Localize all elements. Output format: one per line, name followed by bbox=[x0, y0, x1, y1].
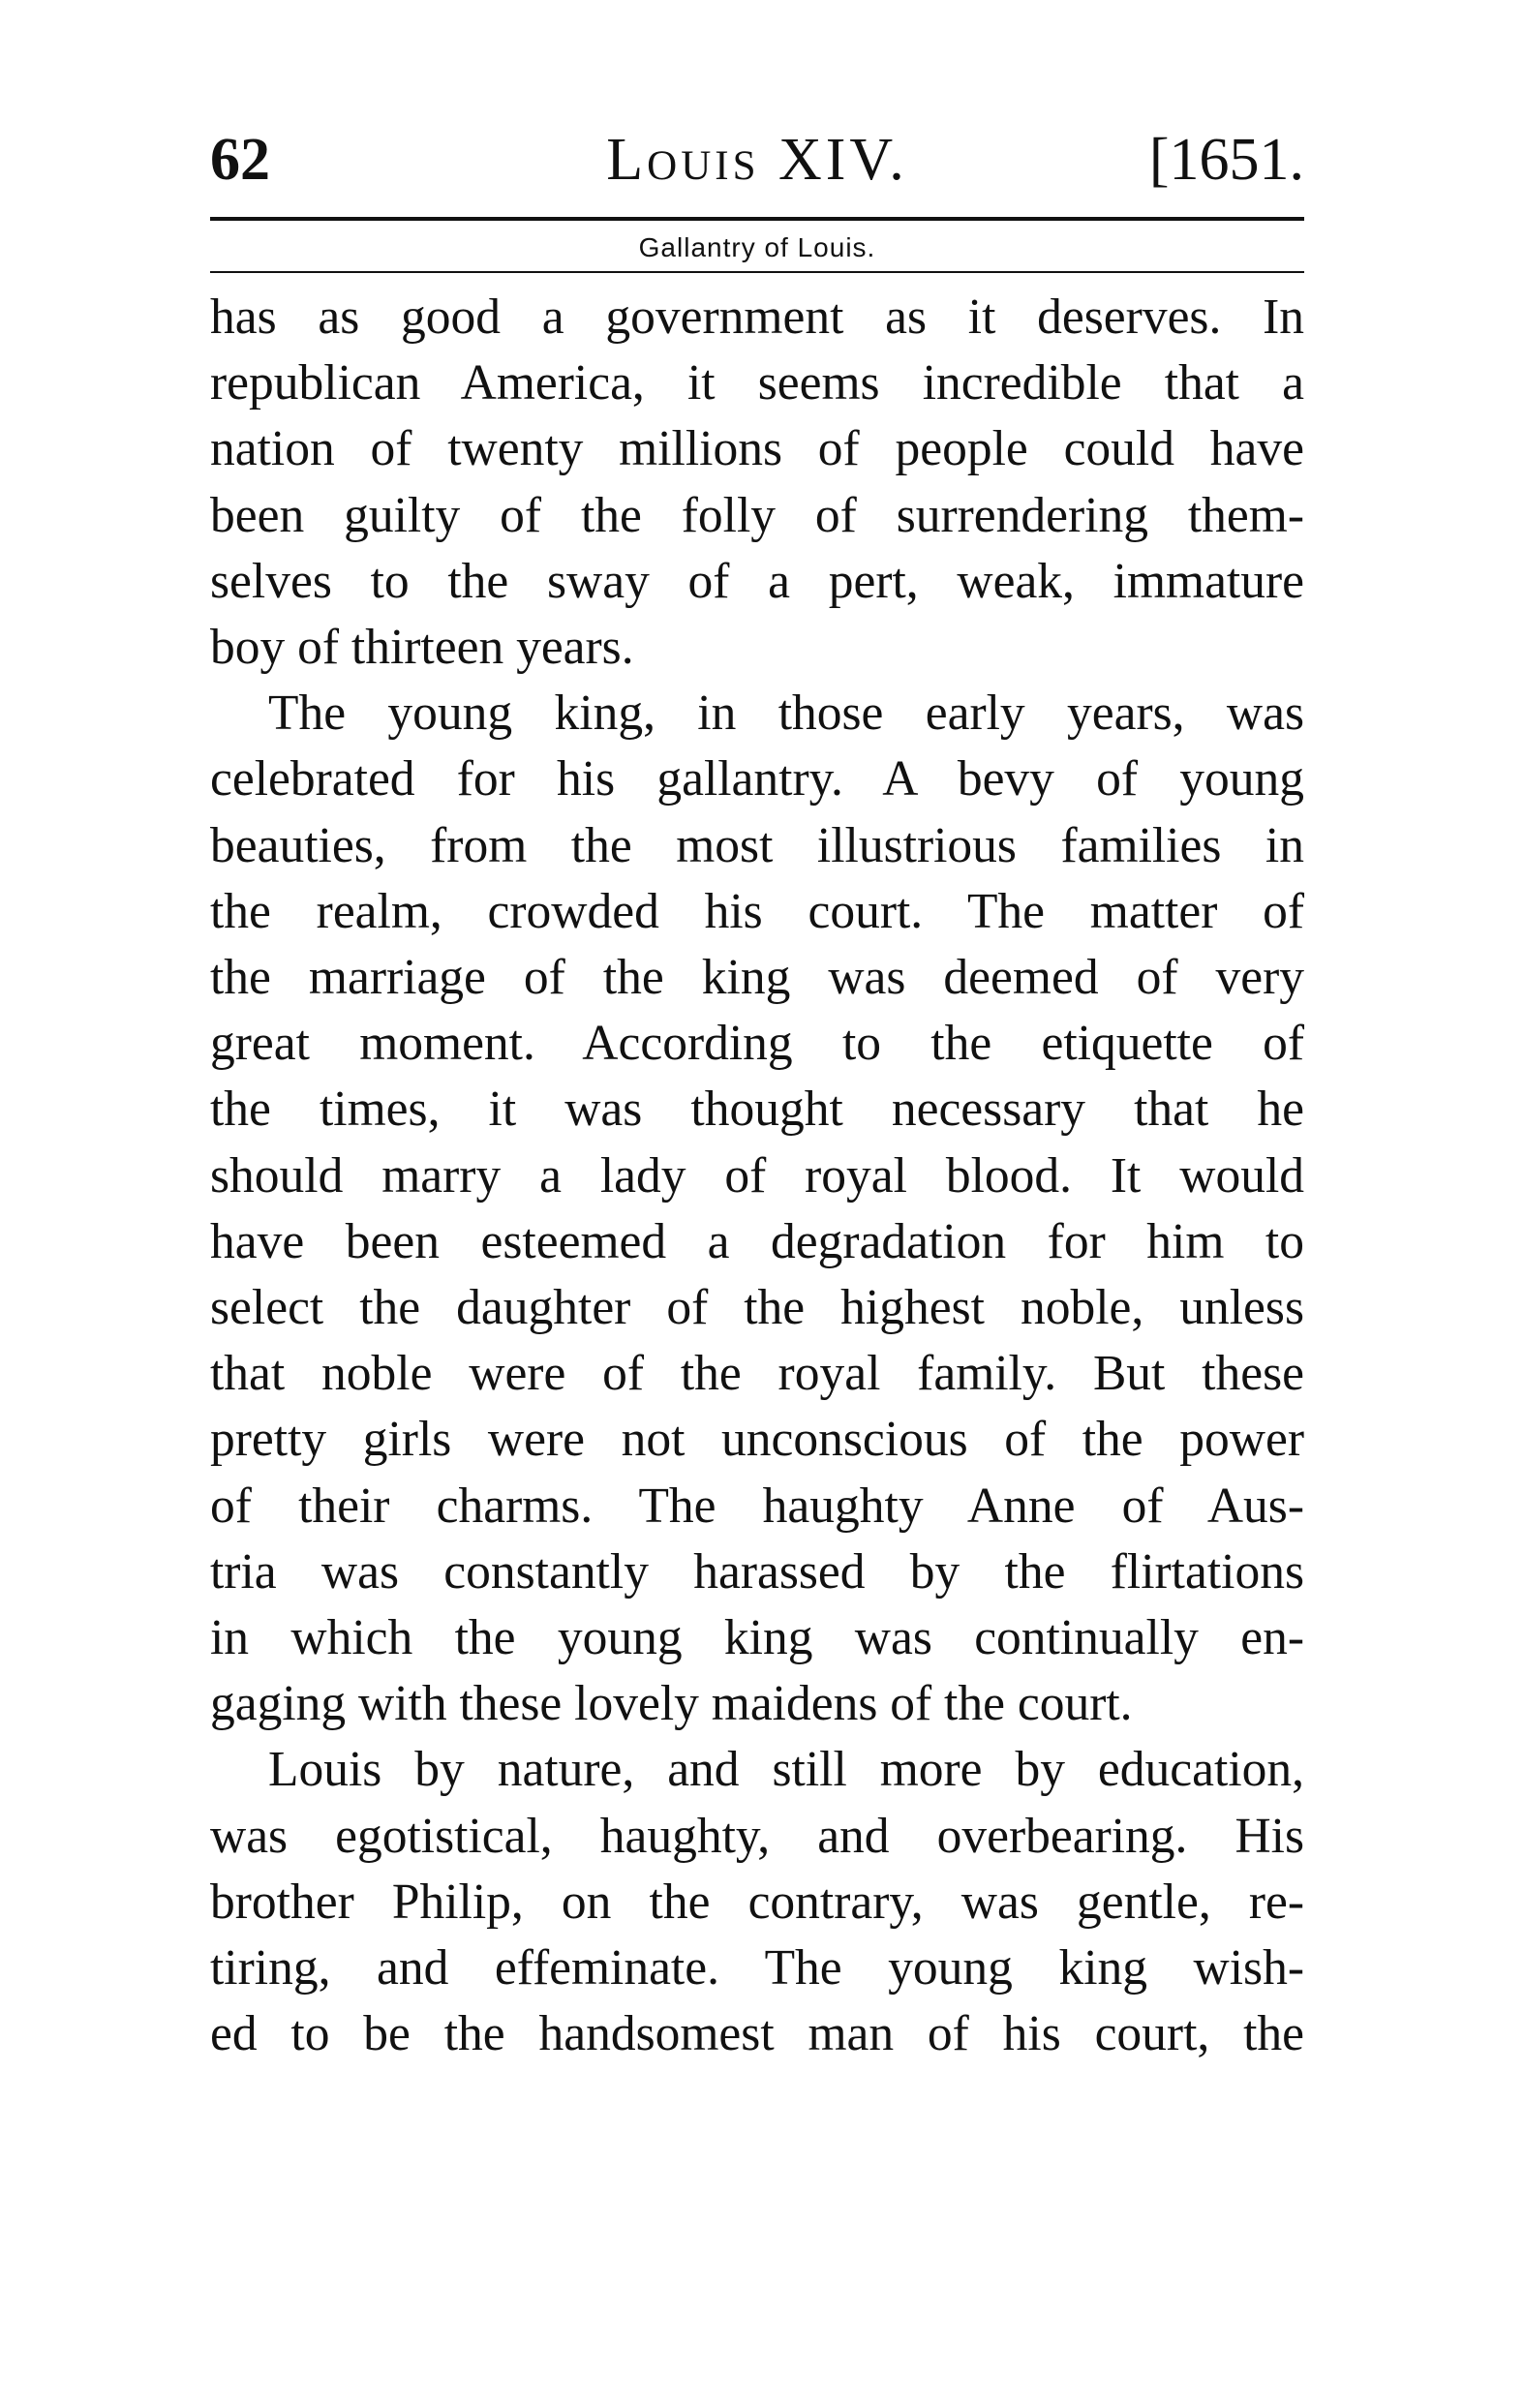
text-line: the marriage of the king was deemed of very bbox=[210, 950, 1304, 1006]
text-line: has as good a government as it deserves. In bbox=[210, 290, 1304, 345]
book-page bbox=[210, 116, 1304, 2067]
text-line: tria was constantly harassed by the flirtations bbox=[210, 1543, 1304, 1600]
section-heading: Gallantry of Louis. bbox=[638, 232, 876, 262]
header-rule-top bbox=[210, 217, 1304, 221]
text-line: Louis by nature, and still more by education, bbox=[268, 1742, 1304, 1798]
text-line: have been esteemed a degradation for him to bbox=[210, 1213, 1304, 1269]
text-line: republican America, it seems incredible that a bbox=[210, 355, 1304, 411]
text-line: brother Philip, on the contrary, was gentle, re- bbox=[210, 1874, 1304, 1930]
text-line: of their charms. The haughty Anne of Aus- bbox=[210, 1478, 1304, 1534]
text-line: great moment. According to the etiquette of bbox=[210, 1016, 1304, 1072]
text-line: boy of thirteen years. bbox=[210, 620, 634, 676]
text-line: celebrated for his gallantry. A bevy of young bbox=[210, 751, 1304, 808]
year-marker: [1651. bbox=[1148, 127, 1304, 193]
text-line: should marry a lady of royal blood. It would bbox=[210, 1147, 1304, 1204]
text-line: nation of twenty millions of people could have bbox=[210, 421, 1304, 477]
body-text bbox=[210, 285, 1304, 2067]
text-line: in which the young king was continually en- bbox=[210, 1610, 1304, 1666]
book-title: Louis XIV. bbox=[606, 127, 908, 193]
text-line: that noble were of the royal family. But these bbox=[210, 1346, 1304, 1402]
text-line: the realm, crowded his court. The matter of bbox=[210, 883, 1304, 939]
text-line: ed to be the handsomest man of his court, the bbox=[210, 2006, 1304, 2062]
text-line: beauties, from the most illustrious families in bbox=[210, 817, 1304, 873]
text-line: was egotistical, haughty, and overbearing. His bbox=[210, 1808, 1304, 1864]
text-line: the times, it was thought necessary that he bbox=[210, 1082, 1304, 1138]
text-line: selves to the sway of a pert, weak, immature bbox=[210, 553, 1304, 609]
text-line: select the daughter of the highest noble, unless bbox=[210, 1280, 1304, 1336]
header-rule-bottom bbox=[210, 271, 1304, 273]
text-line: The young king, in those early years, was bbox=[268, 686, 1304, 742]
text-line: tiring, and effeminate. The young king wish- bbox=[210, 1940, 1304, 1997]
text-line: been guilty of the folly of surrendering them- bbox=[210, 487, 1304, 543]
text-line: pretty girls were not unconscious of the power bbox=[210, 1412, 1304, 1468]
running-head bbox=[210, 116, 1304, 203]
page-number: 62 bbox=[210, 127, 270, 193]
text-line: gaging with these lovely maidens of the court. bbox=[210, 1676, 1133, 1732]
